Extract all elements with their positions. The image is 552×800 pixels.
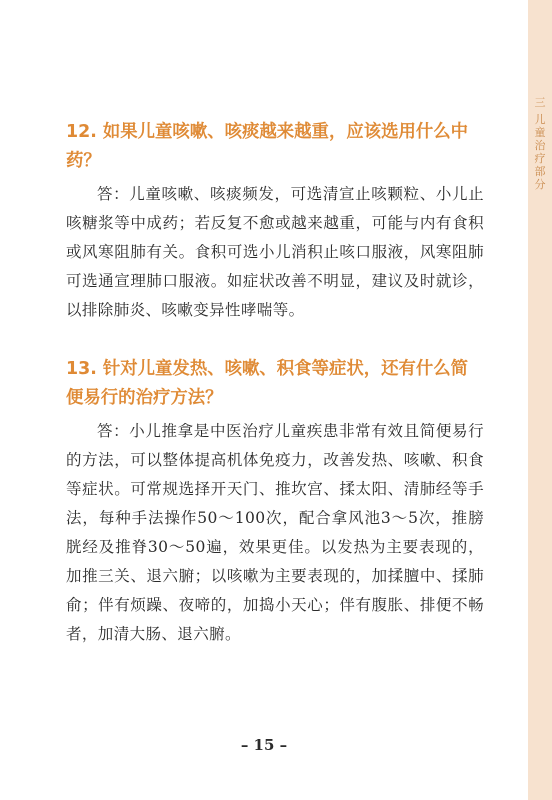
section-title: 儿童治疗部分 — [534, 113, 546, 191]
section-side-tab — [528, 0, 552, 800]
answer-13: 答：小儿推拿是中医治疗儿童疾患非常有效且简便易行的方法，可以整体提高机体免疫力，改善发热、咳嗽、积食等症状。可常规选择开天门、推坎宫、揉太阳、清肺经等手法，每种手法操作50～100次，配合拿风池3～5次，推膀胱经及推脊30～50遍，效果更佳。以发热为主要表现的，加推三关、退六腑；以咳嗽为主要表现的，加揉膻中、揉肺俞；伴有烦躁、夜啼的，加捣小天心；伴有腹胀、排便不畅者，加清大肠、退六腑。 — [66, 422, 484, 643]
page-number: – 15 – — [240, 736, 288, 754]
main-content — [66, 118, 484, 649]
question-13: 13. 针对儿童发热、咳嗽、积食等症状，还有什么简便易行的治疗方法？ — [66, 359, 469, 408]
section-label — [532, 96, 548, 191]
question-12: 12. 如果儿童咳嗽、咳痰越来越重，应该选用什么中药？ — [66, 122, 469, 171]
section-number: 三 — [534, 96, 546, 109]
answer-12: 答：儿童咳嗽、咳痰频发，可选清宣止咳颗粒、小儿止咳糖浆等中成药；若反复不愈或越来越重，可能与内有食积或风寒阻肺有关。食积可选小儿消积止咳口服液，风寒阻肺可选通宣理肺口服液。如症状改善不明显，建议及时就诊，以排除肺炎、咳嗽变异性哮喘等。 — [66, 185, 484, 319]
